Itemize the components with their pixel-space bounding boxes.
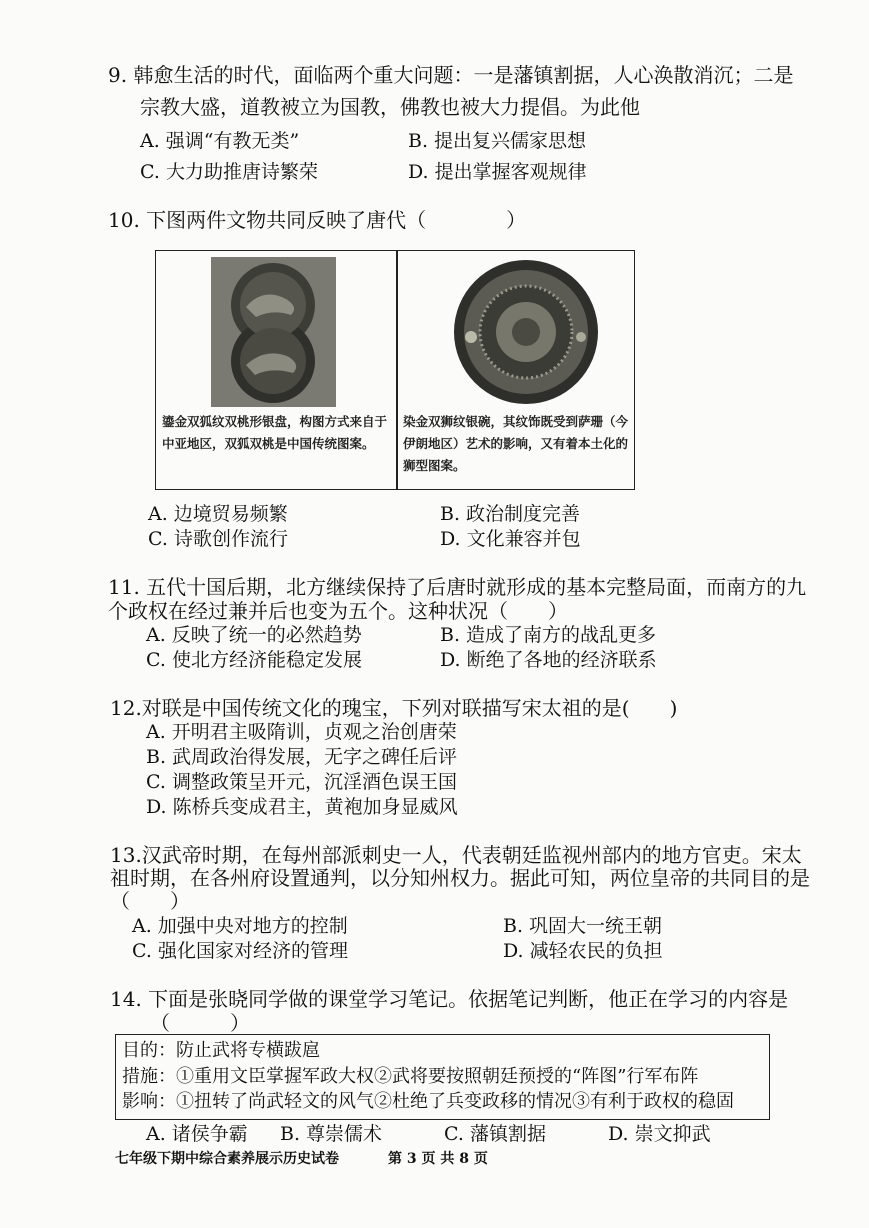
study-note-box	[115, 1034, 770, 1120]
left-artifact-caption: 鎏金双狐纹双桃形银盘，构图方式来自于中亚地区，双狐双桃是中国传统图案。	[162, 414, 388, 451]
q12-option-c: C. 调整政策呈开元，沉淫酒色误王国	[146, 771, 457, 793]
q14-stem-line1: 14. 下面是张晓同学做的课堂学习笔记。依据笔记判断，他正在学习的内容是	[110, 987, 789, 1011]
q13-option-b: B. 巩固大一统王朝	[503, 915, 663, 937]
q13-option-a: A. 加强中央对地方的控制	[132, 915, 348, 937]
q13-option-d: D. 减轻农民的负担	[503, 940, 663, 962]
q12-option-b: B. 武周政治得发展，无字之碑任后评	[146, 746, 458, 768]
q11-option-b: B. 造成了南方的战乱更多	[440, 624, 657, 646]
q10-artifact-figure	[155, 250, 635, 490]
q11-stem-line2: 个政权在经过兼并后也变为五个。这种状况（ ）	[108, 599, 568, 623]
q9-option-a: A. 强调“有教无类”	[140, 130, 300, 152]
q11-stem-line1: 11. 五代十国后期，北方继续保持了后唐时就形成的基本完整局面，而南方的九	[108, 575, 807, 599]
silver-bowl-icon	[451, 257, 601, 407]
q9-option-d: D. 提出掌握客观规律	[408, 161, 587, 183]
q10-option-a: A. 边境贸易频繁	[148, 503, 288, 525]
q11-option-a: A. 反映了统一的必然趋势	[146, 624, 362, 646]
q13-stem-line3: （ ）	[110, 889, 190, 913]
q9-option-b: B. 提出复兴儒家思想	[408, 130, 587, 152]
q11-option-d: D. 断绝了各地的经济联系	[440, 649, 657, 671]
q11-option-c: C. 使北方经济能稳定发展	[146, 649, 362, 671]
q14-option-c: C. 藩镇割据	[444, 1123, 546, 1145]
q12-option-a: A. 开明君主吸隋训，贞观之治创唐荣	[146, 721, 457, 743]
q14-stem-line2: （ ）	[150, 1011, 250, 1035]
q9-option-c: C. 大力助推唐诗繁荣	[140, 161, 318, 183]
silver-plate-icon	[211, 257, 336, 407]
note-measures: 措施：①重用文臣掌握军政大权②武将要按照朝廷预授的“阵图”行军布阵	[122, 1066, 699, 1087]
q10-option-c: C. 诗歌创作流行	[148, 528, 288, 550]
q14-option-a: A. 诸侯争霸	[146, 1123, 248, 1145]
q12-stem: 12.对联是中国传统文化的瑰宝，下列对联描写宋太祖的是( )	[110, 696, 678, 720]
q13-option-c: C. 强化国家对经济的管理	[132, 940, 348, 962]
note-purpose: 目的：防止武将专横跋扈	[122, 1040, 320, 1061]
q14-option-d: D. 崇文抑武	[608, 1123, 711, 1145]
q9-stem-line2: 宗教大盛，道教被立为国教，佛教也被大力提倡。为此他	[140, 95, 640, 119]
q10-stem: 10. 下图两件文物共同反映了唐代（ ）	[108, 208, 527, 232]
q12-option-d: D. 陈桥兵变成君主，黄袍加身显威风	[146, 796, 458, 818]
q13-stem-line1: 13.汉武帝时期，在每州部派刺史一人，代表朝廷监视州部内的地方官吏。宋太	[110, 843, 802, 867]
right-artifact-caption: 染金双狮纹银碗，其纹饰既受到萨珊（今伊朗地区）艺术的影响，又有着本土化的狮型图案。	[403, 414, 629, 473]
footer-exam-title: 七年级下期中综合素养展示历史试卷	[115, 1151, 339, 1167]
figure-divider	[396, 251, 398, 489]
q9-stem-line1: 9. 韩愈生活的时代，面临两个重大问题：一是藩镇割据，人心涣散消沉；二是	[108, 63, 794, 87]
q10-option-b: B. 政治制度完善	[440, 503, 581, 525]
q13-stem-line2: 祖时期，在各州府设置通判，以分知州权力。据此可知，两位皇帝的共同目的是	[110, 866, 810, 890]
footer-page-number: 第 3 页 共 8 页	[388, 1151, 488, 1167]
q14-option-b: B. 尊崇儒术	[280, 1123, 383, 1145]
note-impact: 影响：①扭转了尚武轻文的风气②杜绝了兵变政移的情况③有利于政权的稳固	[122, 1091, 734, 1112]
q10-option-d: D. 文化兼容并包	[440, 528, 581, 550]
